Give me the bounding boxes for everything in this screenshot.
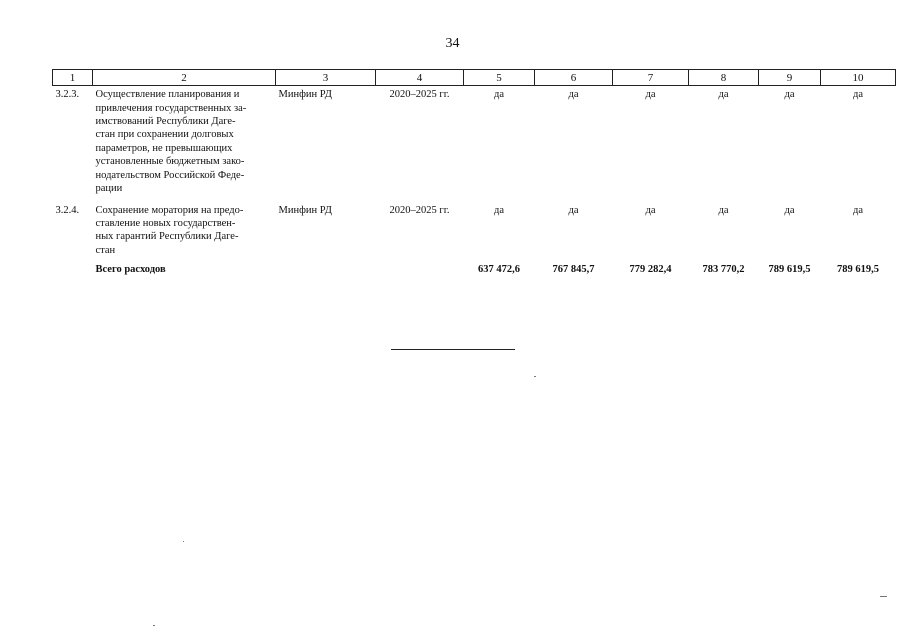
col-header-10: 10 [821,70,896,86]
row-value: да [493,89,504,101]
total-empty-cell [376,257,464,276]
row-period: 2020–2025 гг. [389,204,450,216]
row-period: 2020–2025 гг. [389,89,450,101]
total-value: 637 472,6 [478,264,520,276]
col-header-8: 8 [689,70,759,86]
description-line: рации [95,183,123,195]
row-executor: Минфин РД [278,89,332,101]
description-line: привлечения государственных за- [95,102,247,114]
page-number: 34 [445,36,460,51]
description-line: ставление новых государствен- [95,218,236,230]
header-row [53,70,896,86]
scan-speck [183,541,184,542]
col-header-5: 5 [464,70,535,86]
row-number: 3.2.3. [55,89,80,101]
total-value: 789 619,5 [837,264,879,276]
row-value: да [718,89,729,101]
plan-table [52,69,896,277]
description-line: Осуществление планирования и [95,89,240,101]
table-row [53,86,896,196]
col-header-2: 2 [93,70,276,86]
row-value: да [568,204,579,216]
description-line: стан при сохранении долговых [95,129,234,141]
row-value: да [852,204,863,216]
total-value: 783 770,2 [702,264,745,276]
row-value: да [645,204,656,216]
description-line: стан [95,244,116,256]
description-line: Сохранение моратория на предо- [95,204,244,216]
col-header-9: 9 [759,70,821,86]
row-value: да [493,204,504,216]
total-label: Всего расходов [95,264,166,276]
col-header-3: 3 [276,70,376,86]
row-description [93,202,276,258]
total-value: 767 845,7 [552,264,595,276]
total-value: 789 619,5 [768,264,811,276]
col-header-7: 7 [613,70,689,86]
scan-speck [153,625,155,626]
description-line: имствований Республики Даге- [95,115,236,127]
total-empty-cell [53,257,93,276]
row-value: да [568,89,579,101]
row-number: 3.2.4. [55,204,80,216]
description-line: установленные бюджетным зако- [95,156,245,168]
table-row [53,202,896,258]
description-line: параметров, не превышающих [95,142,233,154]
row-description [93,86,276,196]
scan-speck [534,376,536,377]
total-empty-cell [276,257,376,276]
total-row [53,257,896,276]
end-of-table-rule [391,349,515,350]
col-header-1: 1 [53,70,93,86]
total-value: 779 282,4 [629,264,672,276]
row-value: да [645,89,656,101]
scan-speck [880,596,887,597]
row-value: да [784,89,795,101]
row-executor: Минфин РД [278,204,332,216]
row-value: да [852,89,863,101]
description-line: нодательством Российской Феде- [95,169,245,181]
col-header-4: 4 [376,70,464,86]
row-value: да [718,204,729,216]
col-header-6: 6 [535,70,613,86]
description-line: ных гарантий Республики Даге- [95,231,239,243]
row-value: да [784,204,795,216]
